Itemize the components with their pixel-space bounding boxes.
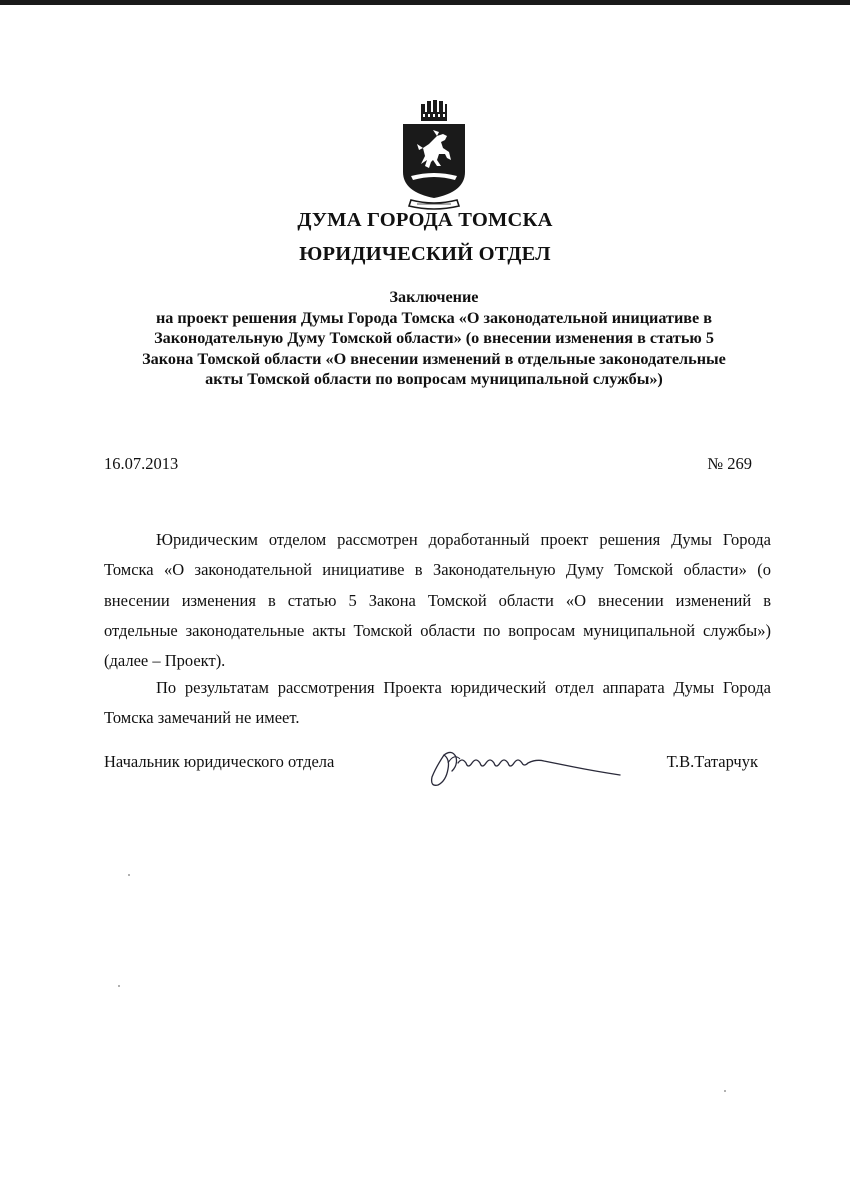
org-name: ДУМА ГОРОДА ТОМСКА bbox=[297, 209, 553, 231]
title-subject-line: на проект решения Думы Города Томска «О законодательной инициативе в bbox=[155, 308, 713, 327]
paragraph-line: (далее – Проект). bbox=[104, 651, 226, 671]
department-name: ЮРИДИЧЕСКИЙ ОТДЕЛ bbox=[299, 243, 551, 265]
signatory-name: Т.В.Татарчук bbox=[666, 752, 758, 771]
document-title bbox=[100, 287, 768, 390]
paragraph-line: Юридическим отделом рассмотрен доработанный проект решения Думы Города bbox=[156, 530, 771, 549]
body-paragraph-1 bbox=[104, 525, 771, 676]
title-subject-line: акты Томской области по вопросам муниципальной службы») bbox=[205, 370, 663, 388]
document-date: 16.07.2013 bbox=[104, 454, 179, 473]
title-subject-line: Законодательную Думу Томской области» (о внесении изменения в статью 5 bbox=[154, 329, 714, 347]
paragraph-line: По результатам рассмотрения Проекта юридический отдел аппарата Думы Города bbox=[156, 678, 771, 697]
page-top-border bbox=[0, 0, 850, 5]
title-subject-line: Закона Томской области «О внесении изменений в отдельные законодательные bbox=[142, 349, 726, 368]
signatory-position: Начальник юридического отдела bbox=[104, 752, 335, 771]
handwritten-signature-icon bbox=[424, 733, 629, 793]
document-number: № 269 bbox=[707, 454, 752, 473]
paragraph-line: Томска «О законодательной инициативе в Законодательную Думу Томской области» (о bbox=[104, 560, 771, 580]
paragraph-line: Томска замечаний не имеет. bbox=[104, 708, 300, 728]
paragraph-line: внесении изменения в статью 5 Закона Томской области «О внесении изменений в bbox=[104, 590, 771, 610]
scan-speck bbox=[128, 874, 130, 876]
title-heading: Заключение bbox=[389, 288, 479, 306]
body-paragraph-2 bbox=[104, 673, 771, 734]
scan-speck bbox=[118, 985, 120, 987]
paragraph-line: отдельные законодательные акты Томской области по вопросам муниципальной службы») bbox=[104, 620, 771, 640]
tomsk-coat-of-arms-icon bbox=[397, 100, 471, 210]
scan-speck bbox=[724, 1090, 726, 1092]
